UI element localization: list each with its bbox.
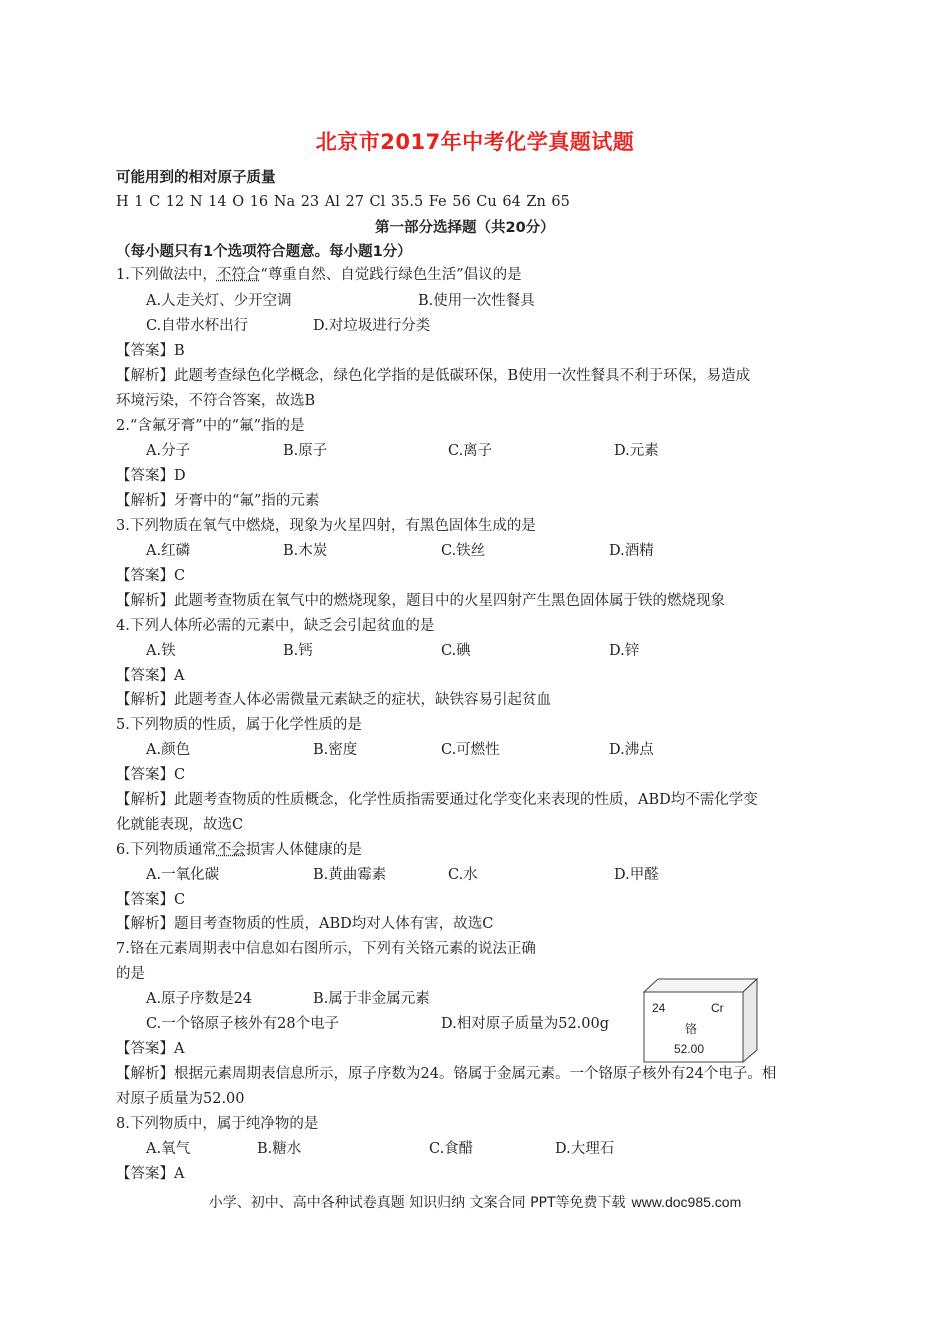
- question-7-stem: 7.铬在元素周期表中信息如右图所示，下列有关铬元素的说法正确: [116, 941, 536, 957]
- option-a: A.红磷: [146, 543, 191, 559]
- option-d: D.大理石: [555, 1141, 615, 1157]
- emphasis-text: 不会: [216, 842, 246, 858]
- analysis: 【解析】此题考查绿色化学概念，绿色化学指的是低碳环保，B使用一次性餐具不利于环保，易造成: [116, 368, 751, 384]
- question-2-stem: 2.“含氟牙膏”中的“氟”指的是: [116, 418, 305, 434]
- analysis: 【解析】题目考查物质的性质，ABD均对人体有害，故选C: [116, 916, 494, 932]
- option-c: C.一个铬原子核外有28个电子: [146, 1016, 340, 1032]
- question-6-stem: 6.下列物质通常不会损害人体健康的是: [116, 842, 362, 858]
- option-b: B.糖水: [257, 1141, 302, 1157]
- option-d: D.对垃圾进行分类: [313, 318, 431, 334]
- option-c: C.碘: [441, 643, 471, 659]
- answer: 【答案】C: [116, 568, 186, 584]
- option-a: A.分子: [146, 443, 191, 459]
- masses-heading: 可能用到的相对原子质量: [116, 170, 276, 186]
- answer: 【答案】D: [116, 468, 186, 484]
- instruction: （每小题只有1个选项符合题意。每小题1分）: [116, 244, 412, 260]
- answer: 【答案】A: [116, 668, 185, 684]
- analysis-continued: 环境污染，不符合答案，故选B: [116, 393, 316, 409]
- analysis: 【解析】根据元素周期表信息所示，原子序数为24。铬属于金属元素。一个铬原子核外有24个电子。相: [116, 1066, 777, 1082]
- atomic-number: 24: [652, 1001, 666, 1015]
- option-a: A.氧气: [146, 1141, 191, 1157]
- option-d: D.元素: [614, 443, 659, 459]
- atomic-mass: 52.00: [674, 1042, 705, 1056]
- analysis: 【解析】牙膏中的“氟”指的元素: [116, 493, 320, 509]
- element-symbol: Cr: [711, 1001, 724, 1015]
- option-b: B.属于非金属元素: [313, 991, 430, 1007]
- option-c: C.铁丝: [441, 543, 486, 559]
- option-a: A.原子序数是24: [146, 991, 253, 1007]
- question-1-stem: 1.下列做法中，不符合“尊重自然、自觉践行绿色生活”倡议的是: [116, 267, 522, 283]
- question-4-stem: 4.下列人体所必需的元素中，缺乏会引起贫血的是: [116, 618, 435, 634]
- question-7-stem-continued: 的是: [116, 966, 145, 982]
- answer: 【答案】A: [116, 1166, 185, 1182]
- analysis: 【解析】此题考查人体必需微量元素缺乏的症状，缺铁容易引起贫血: [116, 692, 551, 708]
- answer: 【答案】A: [116, 1041, 185, 1057]
- part-heading: 第一部分选择题（共20分）: [375, 220, 555, 236]
- option-d: D.沸点: [609, 742, 654, 758]
- page-title: 北京市2017年中考化学真题试题: [315, 130, 635, 154]
- analysis-continued: 对原子质量为52.00: [116, 1091, 245, 1107]
- option-c: C.食醋: [429, 1141, 474, 1157]
- footer-text: 小学、初中、高中各种试卷真题 知识归纳 文案合同 PPT等免费下载: [208, 1195, 626, 1211]
- option-d: D.相对原子质量为52.00g: [441, 1016, 610, 1032]
- option-b: B.钙: [283, 643, 313, 659]
- footer-site-link[interactable]: www.doc985.com: [631, 1194, 742, 1210]
- option-b: B.黄曲霉素: [313, 867, 387, 883]
- question-8-stem: 8.下列物质中，属于纯净物的是: [116, 1116, 319, 1132]
- option-c: C.水: [448, 867, 478, 883]
- analysis: 【解析】此题考查物质在氧气中的燃烧现象，题目中的火星四射产生黑色固体属于铁的燃烧现象: [116, 593, 725, 609]
- analysis: 【解析】此题考查物质的性质概念，化学性质指需要通过化学变化来表现的性质，ABD均不需化学变: [116, 792, 758, 808]
- option-b: B.原子: [283, 443, 328, 459]
- answer: 【答案】C: [116, 767, 186, 783]
- option-c: C.可燃性: [441, 742, 500, 758]
- option-b: B.使用一次性餐具: [418, 293, 535, 309]
- analysis-continued: 化就能表现，故选C: [116, 817, 244, 833]
- option-d: D.甲醛: [614, 867, 659, 883]
- question-5-stem: 5.下列物质的性质，属于化学性质的是: [116, 717, 362, 733]
- option-a: A.人走关灯、少开空调: [146, 293, 292, 309]
- masses-line: H 1 C 12 N 14 O 16 Na 23 Al 27 Cl 35.5 Fe 56 Cu 64 Zn 65: [116, 194, 570, 210]
- option-d: D.锌: [609, 643, 640, 659]
- answer: 【答案】B: [116, 343, 185, 359]
- question-3-stem: 3.下列物质在氧气中燃烧，现象为火星四射，有黑色固体生成的是: [116, 518, 536, 534]
- option-a: A.一氧化碳: [146, 867, 220, 883]
- chromium-element-card: [643, 978, 758, 1063]
- option-b: B.密度: [313, 742, 358, 758]
- option-b: B.木炭: [283, 543, 328, 559]
- option-a: A.颜色: [146, 742, 191, 758]
- page-footer: [0, 1192, 950, 1212]
- emphasis-text: 不符合: [216, 267, 261, 283]
- answer: 【答案】C: [116, 892, 186, 908]
- option-c: C.自带水杯出行: [146, 318, 249, 334]
- element-name: 铬: [685, 1022, 698, 1036]
- option-c: C.离子: [448, 443, 493, 459]
- option-d: D.酒精: [609, 543, 654, 559]
- option-a: A.铁: [146, 643, 176, 659]
